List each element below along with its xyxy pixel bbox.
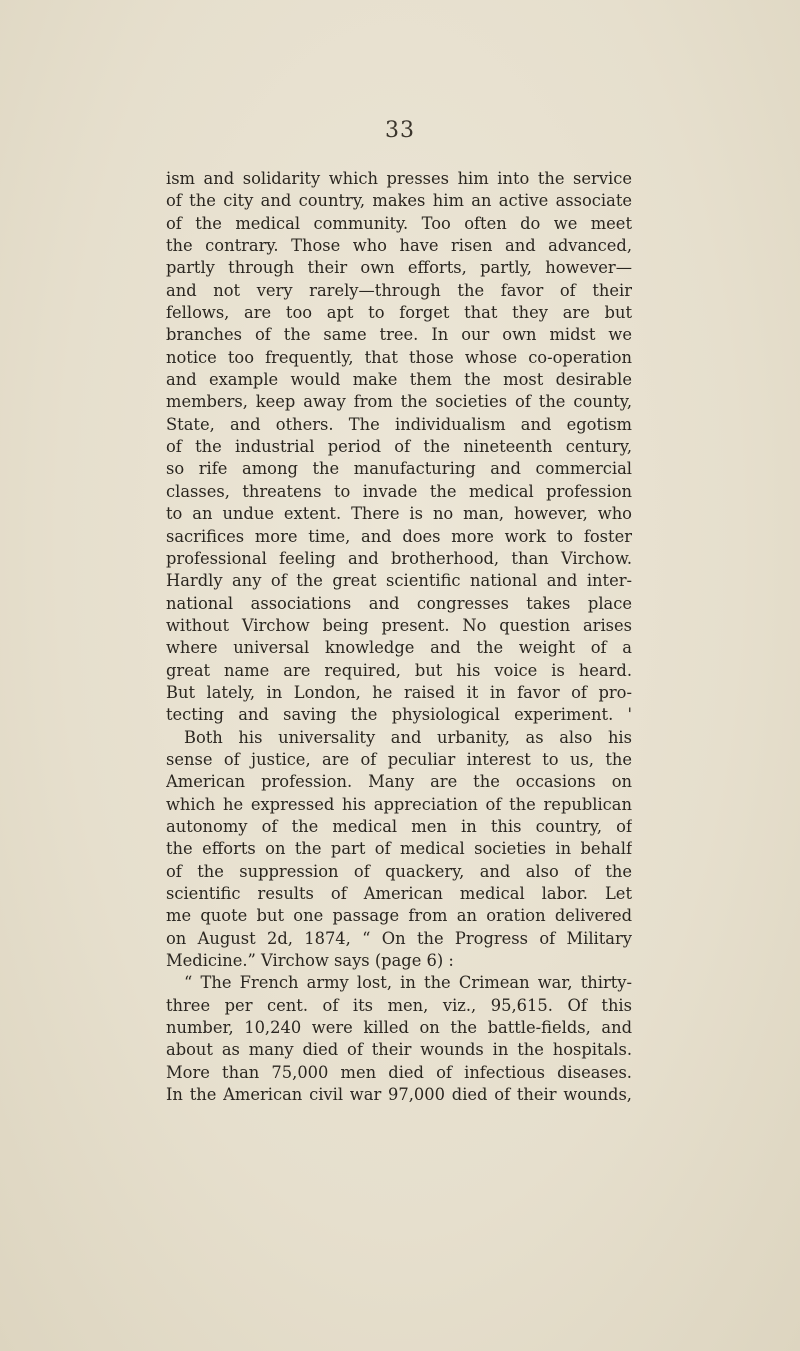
text-line: Both his universality and urbanity, as also his [184,727,632,747]
text-line: branches of the same tree. In our own midst we [166,325,632,345]
text-line: Medicine.” Virchow says (page 6) : [166,951,454,971]
text-line: “ The French army lost, in the Crimean war, thirty- [184,973,632,993]
text-line: partly through their own efforts, partly, however— [166,258,632,278]
text-line: But lately, in London, he raised it in favor of pro- [166,682,632,702]
text-line: autonomy of the medical men in this country, of [166,816,632,836]
text-line: sacrifices more time, and does more work to foster [166,526,632,546]
text-line: In the American civil war 97,000 died of their wounds, [166,1085,632,1105]
text-line: so rife among the manufacturing and commercial [166,459,632,479]
page-number: 33 [385,118,415,143]
text-line: me quote but one passage from an oration delivered [166,906,632,926]
text-line: national associations and congresses takes place [166,593,632,613]
text-line: American profession. Many are the occasions on [166,772,632,792]
text-line: and not very rarely—through the favor of their [166,280,632,300]
text-line: the efforts on the part of medical societies in behalf [166,839,632,859]
text-line: and example would make them the most desirable [166,370,632,390]
text-line: without Virchow being present. No question arises [166,615,632,635]
text-line: where universal knowledge and the weight of a [166,638,632,658]
text-line: fellows, are too apt to forget that they are but [166,303,632,323]
text-line: of the city and country, makes him an active associate [166,191,632,211]
text-line: State, and others. The individualism and egotism [166,414,632,434]
text-line: of the medical community. Too often do we meet [166,213,632,233]
text-line: number, 10,240 were killed on the battle-fields, and [166,1018,632,1038]
text-line: notice too frequently, that those whose co-operation [166,347,632,367]
text-line: three per cent. of its men, viz., 95,615. Of this [166,995,632,1015]
text-line: of the suppression of quackery, and also of the [166,861,632,881]
text-line: on August 2d, 1874, “ On the Progress of Military [166,928,632,948]
text-line: scientific results of American medical labor. Let [166,884,632,903]
text-line: classes, threatens to invade the medical profession [166,481,632,501]
text-line: which he expressed his appreciation of the republican [166,794,632,814]
text-line: sense of justice, are of peculiar interest to us, the [166,749,632,769]
text-line: More than 75,000 men died of infectious diseases. [166,1062,632,1082]
text-line: ism and solidarity which presses him into the service [166,169,632,188]
text-line: of the industrial period of the nineteenth century, [166,437,632,457]
text-line: Hardly any of the great scientific national and inter- [166,571,632,591]
text-line: professional feeling and brotherhood, than Virchow. [166,548,632,568]
body-text [166,168,632,1106]
text-line: to an undue extent. There is no man, however, who [166,504,632,524]
text-line: the contrary. Those who have risen and advanced, [166,236,632,256]
text-line: great name are required, but his voice is heard. [166,660,632,680]
text-line: about as many died of their wounds in the hospitals. [166,1040,632,1060]
text-line: tecting and saving the physiological experiment. ' [166,705,632,725]
text-line: members, keep away from the societies of the county, [166,392,632,412]
